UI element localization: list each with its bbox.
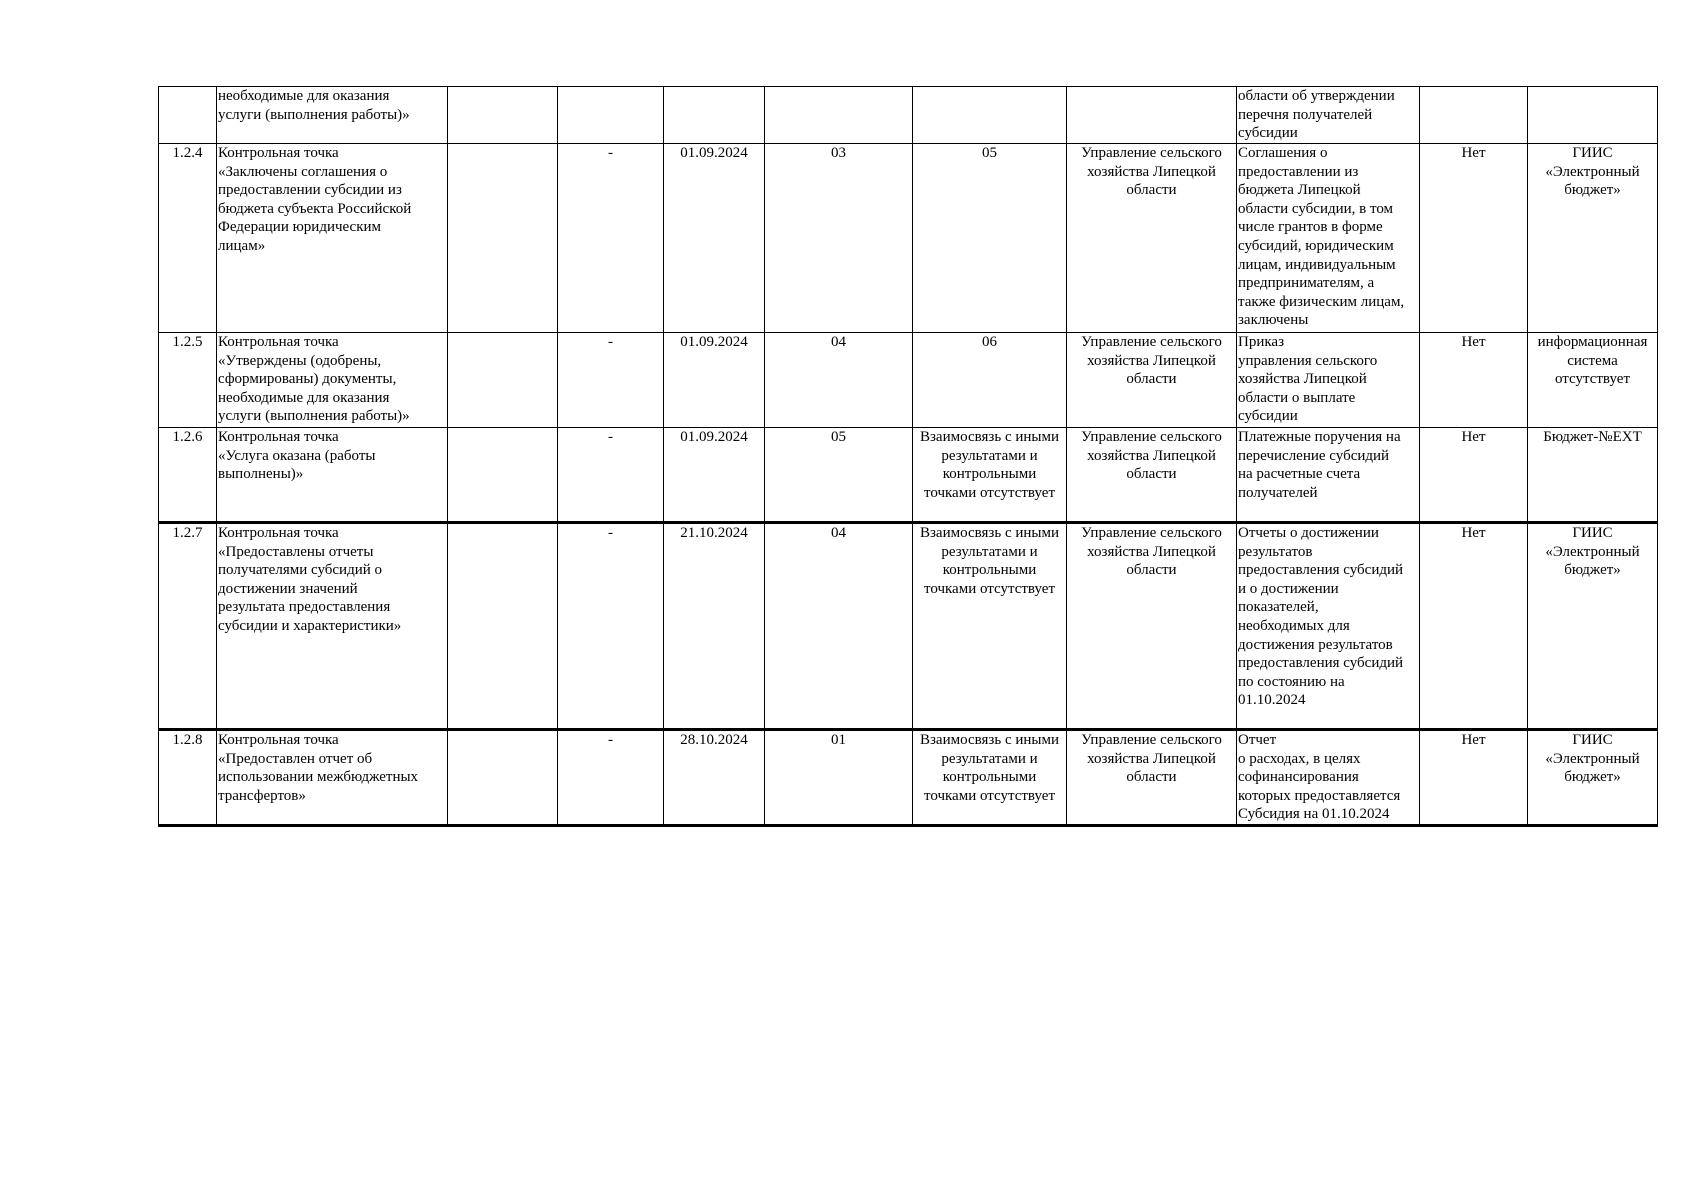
base-value: - — [608, 732, 613, 748]
document-description: области об утверждении перечня получателей субсидии — [1238, 88, 1395, 142]
type-code-cell — [765, 523, 913, 730]
relation-cell — [913, 333, 1067, 428]
executor-cell — [1067, 87, 1237, 144]
control-point-name: Контрольная точка «Услуга оказана (работы выполнены)» — [218, 429, 376, 483]
document-description: Приказ управления сельского хозяйства Липецкой области о выплате субсидии — [1238, 334, 1378, 425]
information-system: ГИИС «Электронный бюджет» — [1545, 145, 1640, 199]
type-code: 04 — [831, 525, 846, 541]
flag-cell — [1420, 730, 1528, 826]
name-cell — [217, 87, 448, 144]
table-row — [159, 144, 1658, 333]
type-code-cell — [765, 87, 913, 144]
table-row — [159, 333, 1658, 428]
relation-cell — [913, 87, 1067, 144]
control-point-name: Контрольная точка «Предоставлены отчеты получателями субсидий о достижении значений результата предоставления субсидии и характеристики» — [218, 525, 402, 634]
flag-cell — [1420, 428, 1528, 523]
row-number: 1.2.5 — [172, 334, 203, 350]
base-value-cell — [558, 428, 664, 523]
relation-value: Взаимосвязь с иными результатами и контрольными точками отсутствует — [920, 525, 1059, 597]
empty-cell — [448, 428, 558, 523]
document-description: Отчет о расходах, в целях софинансирования которых предоставляется Субсидия на 01.10.2024 — [1238, 732, 1401, 823]
date-cell — [664, 144, 765, 333]
system-cell — [1528, 428, 1658, 523]
name-cell — [217, 730, 448, 826]
control-point-name: Контрольная точка «Утверждены (одобрены, сформированы) документы, необходимые для оказания услуги (выполнения работы)» — [218, 334, 410, 425]
relation-value: Взаимосвязь с иными результатами и контрольными точками отсутствует — [920, 429, 1059, 501]
system-cell — [1528, 144, 1658, 333]
flag-value: Нет — [1461, 334, 1486, 350]
date-cell — [664, 730, 765, 826]
flag-value: Нет — [1461, 732, 1486, 748]
executor: Управление сельского хозяйства Липецкой области — [1081, 429, 1222, 483]
document-cell — [1237, 523, 1420, 730]
document-cell — [1237, 87, 1420, 144]
executor: Управление сельского хозяйства Липецкой области — [1081, 334, 1222, 388]
system-cell — [1528, 333, 1658, 428]
executor: Управление сельского хозяйства Липецкой области — [1081, 145, 1222, 199]
empty-cell — [448, 144, 558, 333]
date-cell — [664, 87, 765, 144]
executor: Управление сельского хозяйства Липецкой области — [1081, 525, 1222, 579]
empty-cell — [448, 730, 558, 826]
table-row — [159, 523, 1658, 730]
base-value-cell — [558, 87, 664, 144]
base-value: - — [608, 334, 613, 350]
base-value: - — [608, 145, 613, 161]
control-point-name: Контрольная точка «Предоставлен отчет об использовании межбюджетных трансфертов» — [218, 732, 419, 804]
information-system: информационная система отсутствует — [1537, 334, 1648, 388]
document-cell — [1237, 428, 1420, 523]
information-system: Бюджет-№EXT — [1543, 429, 1642, 445]
relation-cell — [913, 730, 1067, 826]
flag-value: Нет — [1461, 429, 1486, 445]
flag-cell — [1420, 87, 1528, 144]
name-cell — [217, 144, 448, 333]
base-value-cell — [558, 333, 664, 428]
type-code-cell — [765, 144, 913, 333]
control-point-name: Контрольная точка «Заключены соглашения о предоставлении субсидии из бюджета субъекта Российской Федерации юридическим лицам» — [218, 145, 412, 254]
row-number: 1.2.6 — [172, 429, 203, 445]
due-date: 28.10.2024 — [680, 732, 748, 748]
due-date: 01.09.2024 — [680, 429, 748, 445]
base-value: - — [608, 525, 613, 541]
type-code-cell — [765, 730, 913, 826]
date-cell — [664, 333, 765, 428]
relation-value: 06 — [982, 334, 997, 350]
executor: Управление сельского хозяйства Липецкой области — [1081, 732, 1222, 786]
base-value-cell — [558, 730, 664, 826]
base-value-cell — [558, 523, 664, 730]
flag-cell — [1420, 523, 1528, 730]
name-cell — [217, 523, 448, 730]
system-cell — [1528, 523, 1658, 730]
document-cell — [1237, 333, 1420, 428]
type-code-cell — [765, 333, 913, 428]
flag-value: Нет — [1461, 525, 1486, 541]
document-cell — [1237, 730, 1420, 826]
document-description: Платежные поручения на перечисление субсидий на расчетные счета получателей — [1238, 429, 1401, 501]
row-number-cell — [159, 428, 217, 523]
type-code: 05 — [831, 429, 846, 445]
table-row — [159, 428, 1658, 523]
name-cell — [217, 428, 448, 523]
empty-cell — [448, 333, 558, 428]
table-row — [159, 87, 1658, 144]
empty-cell — [448, 523, 558, 730]
information-system: ГИИС «Электронный бюджет» — [1545, 732, 1640, 786]
due-date: 21.10.2024 — [680, 525, 748, 541]
relation-cell — [913, 523, 1067, 730]
document-description: Отчеты о достижении результатов предоставления субсидий и о достижении показателей, необходимых для достижения результатов предоставления субсидий по состоянию на 01.10.2024 — [1238, 525, 1404, 709]
document-description: Соглашения о предоставлении из бюджета Липецкой области субсидии, в том числе грантов в форме субсидий, юридическим лицам, индивидуальным предпринимателям, а также физическим лицам, заключены — [1238, 145, 1405, 329]
relation-cell — [913, 144, 1067, 333]
name-cell — [217, 333, 448, 428]
type-code: 04 — [831, 334, 846, 350]
due-date: 01.09.2024 — [680, 145, 748, 161]
row-number-cell — [159, 144, 217, 333]
executor-cell — [1067, 333, 1237, 428]
date-cell — [664, 428, 765, 523]
row-number-cell — [159, 333, 217, 428]
base-value-cell — [558, 144, 664, 333]
row-number-cell — [159, 523, 217, 730]
type-code-cell — [765, 428, 913, 523]
control-points-table — [158, 86, 1658, 827]
system-cell — [1528, 730, 1658, 826]
base-value: - — [608, 429, 613, 445]
type-code: 03 — [831, 145, 846, 161]
flag-value: Нет — [1461, 145, 1486, 161]
row-number: 1.2.4 — [172, 145, 203, 161]
flag-cell — [1420, 333, 1528, 428]
row-number: 1.2.7 — [172, 525, 203, 541]
row-number-cell — [159, 87, 217, 144]
control-point-name: необходимые для оказания услуги (выполнения работы)» — [218, 88, 410, 123]
system-cell — [1528, 87, 1658, 144]
information-system: ГИИС «Электронный бюджет» — [1545, 525, 1640, 579]
table-row — [159, 730, 1658, 826]
relation-value: Взаимосвязь с иными результатами и контрольными точками отсутствует — [920, 732, 1059, 804]
relation-cell — [913, 428, 1067, 523]
executor-cell — [1067, 428, 1237, 523]
date-cell — [664, 523, 765, 730]
relation-value: 05 — [982, 145, 997, 161]
empty-cell — [448, 87, 558, 144]
due-date: 01.09.2024 — [680, 334, 748, 350]
executor-cell — [1067, 144, 1237, 333]
executor-cell — [1067, 730, 1237, 826]
flag-cell — [1420, 144, 1528, 333]
document-cell — [1237, 144, 1420, 333]
executor-cell — [1067, 523, 1237, 730]
type-code: 01 — [831, 732, 846, 748]
row-number-cell — [159, 730, 217, 826]
row-number: 1.2.8 — [172, 732, 203, 748]
